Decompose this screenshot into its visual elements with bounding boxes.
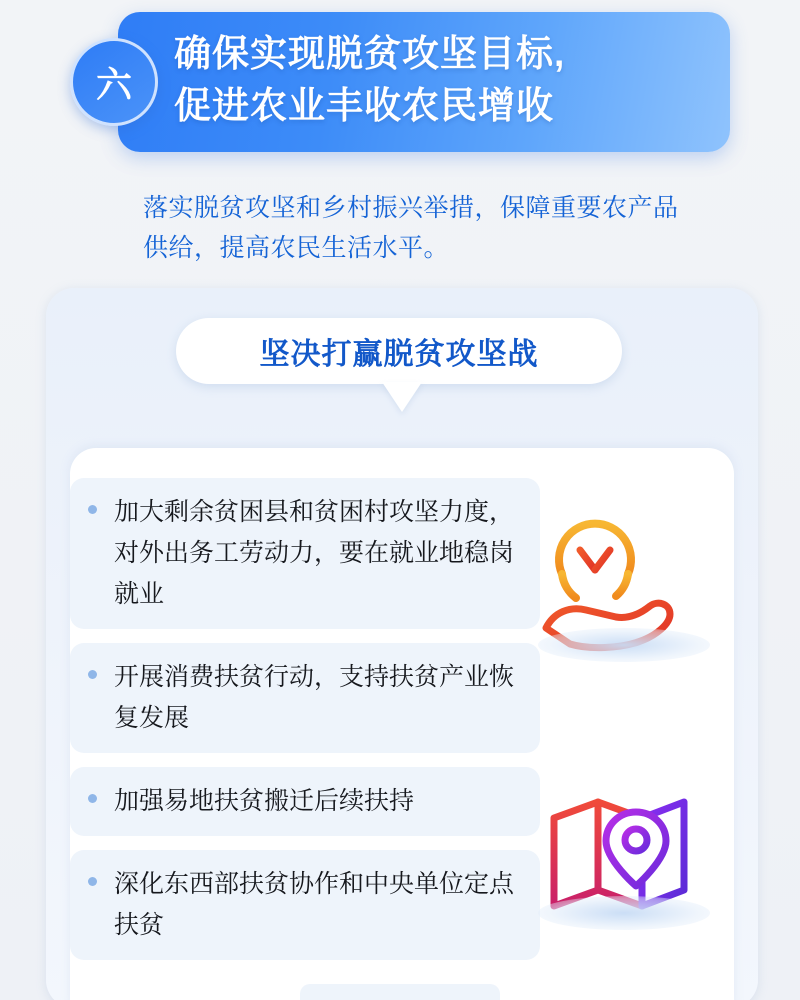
list-item (70, 643, 540, 753)
list-item-text: 深化东西部扶贫协作和中央单位定点扶贫 (114, 870, 515, 939)
list-item-text: 开展消费扶贫行动，支持扶贫产业恢复发展 (114, 663, 515, 732)
illustration-shadow (538, 628, 710, 662)
map-location-icon (524, 778, 724, 938)
list-item-text: 加大剩余贫困县和贫困村攻坚力度，对外出务工劳动力，要在就业地稳岗就业 (114, 498, 515, 608)
list-item (70, 767, 540, 836)
section-title-pill-tail (382, 382, 422, 412)
bullet-dot-icon (88, 794, 97, 803)
list-item (70, 478, 540, 629)
panel-bottom-pill (300, 984, 500, 1000)
bullet-dot-icon (88, 670, 97, 679)
section-title-pill: 坚决打赢脱贫攻坚战 (176, 318, 622, 384)
bullet-dot-icon (88, 877, 97, 886)
list-item-text: 加强易地扶贫搬迁后续扶持 (114, 787, 415, 815)
header-banner (118, 12, 730, 152)
subtitle-text: 落实脱贫攻坚和乡村振兴举措，保障重要农产品供给，提高农民生活水平。 (143, 194, 679, 262)
header-title-line-1: 确保实现脱贫攻坚目标, (174, 33, 566, 74)
header-banner-wrapper (95, 12, 730, 152)
money-hand-icon (524, 500, 724, 670)
section-number-badge: 六 (70, 38, 158, 126)
illustration-shadow (538, 896, 710, 930)
bullet-dot-icon (88, 505, 97, 514)
header-title-line-2: 促进农业丰收农民增收 (174, 85, 554, 126)
header-title (174, 28, 716, 132)
list-item (70, 850, 540, 960)
bullet-list (70, 478, 540, 974)
